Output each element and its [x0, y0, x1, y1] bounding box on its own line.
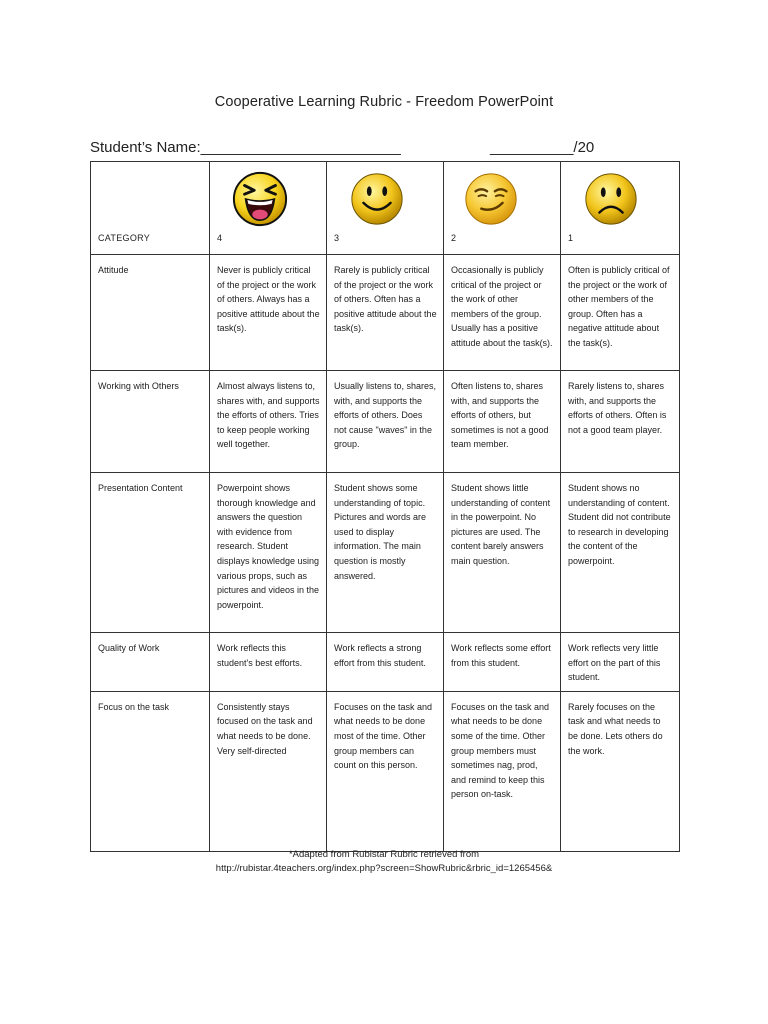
rubric-text: Almost always listens to, shares with, and supports the efforts of others. Tries to keep people working well together.	[217, 381, 320, 450]
rubric-text: Often is publicly critical of the project or the work of other members of the group. Often has a negative attitude about the task(s).	[568, 265, 670, 348]
rubric-text: Usually listens to, shares, with, and supports the efforts of others. Does not cause "waves" in the group.	[334, 381, 437, 450]
rubric-text: Rarely listens to, shares with, and supports the efforts of others. Often is not a good team player.	[568, 381, 667, 435]
header-level-2-cell	[444, 162, 561, 255]
header-level-4-cell	[210, 162, 327, 255]
rubric-cell	[561, 255, 680, 371]
smirking-face-icon	[462, 170, 520, 228]
category-cell	[91, 691, 210, 851]
rubric-cell	[561, 691, 680, 851]
rubric-cell	[210, 371, 327, 473]
rubric-text: Work reflects a strong effort from this student.	[334, 643, 426, 668]
document-title: Cooperative Learning Rubric - Freedom PowerPoint	[214, 94, 554, 110]
category-label: Working with Others	[98, 381, 179, 391]
table-row	[91, 255, 680, 371]
rubric-cell	[561, 371, 680, 473]
header-category-cell	[91, 162, 210, 255]
level-2-label: 2	[451, 233, 457, 244]
category-cell	[91, 633, 210, 692]
rubric-cell	[327, 371, 444, 473]
rubric-cell	[210, 691, 327, 851]
footnote-url: http://rubistar.4teachers.org/index.php?screen=ShowRubric&rbric_id=1265456&	[215, 863, 553, 874]
table-row	[91, 371, 680, 473]
header-level-1-cell	[561, 162, 680, 255]
rubric-cell	[444, 371, 561, 473]
category-cell	[91, 255, 210, 371]
category-label: Quality of Work	[98, 643, 160, 653]
laughing-face-icon	[231, 170, 289, 228]
rubric-text: Never is publicly critical of the project or the work of others. Always has a positive attitude about the task(s).	[217, 265, 320, 334]
rubric-text: Focuses on the task and what needs to be done some of the time. Other group members must sometimes nag, prod, and remind to keep this person on-task.	[451, 701, 550, 800]
rubric-cell	[327, 255, 444, 371]
rubric-cell	[444, 691, 561, 851]
rubric-text: Rarely is publicly critical of the project or the work of others. Often has a positive attitude about the task(s).	[334, 265, 437, 334]
rubric-text: Work reflects some effort from this student.	[451, 643, 551, 668]
rubric-text: Work reflects very little effort on the part of this student.	[568, 643, 661, 683]
rubric-cell	[327, 473, 444, 633]
rubric-text: Student shows some understanding of topic. Pictures and words are used to display information. The main question is mostly answered.	[334, 483, 427, 581]
table-row	[91, 473, 680, 633]
category-label: Presentation Content	[98, 483, 183, 493]
rubric-cell	[210, 633, 327, 692]
rubric-cell	[561, 473, 680, 633]
smiling-face-icon	[348, 170, 406, 228]
rubric-cell	[327, 691, 444, 851]
rubric-text: Focuses on the task and what needs to be done most of the time. Other group members can count on this person.	[334, 701, 433, 771]
header-level-3-cell	[327, 162, 444, 255]
category-label: Attitude	[98, 265, 129, 275]
rubric-cell	[327, 633, 444, 692]
rubric-text: Occasionally is publicly critical of the project or the work of other members of the group. Usually has a positive attitude about the task(s).	[451, 265, 553, 348]
rubric-text: Powerpoint shows thorough knowledge and answers the question with evidence from research. Student displays knowledge using various props, such as pictures and videos in the powerpoint.	[217, 483, 320, 610]
rubric-table	[90, 161, 680, 852]
header-row	[91, 162, 680, 255]
level-1-label: 1	[568, 233, 574, 244]
rubric-text: Student shows little understanding of content in the powerpoint. No pictures are used. The content barely answers main question.	[451, 483, 551, 566]
rubric-cell	[444, 633, 561, 692]
rubric-text: Rarely focuses on the task and what needs to be done. Lets others do the work.	[568, 701, 663, 756]
student-name-field: Student’s Name:________________________	[90, 139, 401, 156]
table-row	[91, 691, 680, 851]
rubric-cell	[210, 255, 327, 371]
rubric-cell	[444, 255, 561, 371]
rubric-text: Student shows no understanding of content. Student did not contribute to research in developing the content of the powerpoint.	[568, 483, 671, 566]
frowning-face-icon	[582, 170, 640, 228]
score-field: __________/20	[490, 139, 595, 156]
level-4-label: 4	[217, 233, 223, 244]
rubric-cell	[210, 473, 327, 633]
level-3-label: 3	[334, 233, 340, 244]
rubric-cell	[444, 473, 561, 633]
category-cell	[91, 473, 210, 633]
footnote-source-line: *Adapted from Rubistar Rubric retrieved from	[288, 849, 480, 860]
category-header: CATEGORY	[98, 233, 151, 244]
table-row	[91, 633, 680, 692]
category-cell	[91, 371, 210, 473]
rubric-text: Often listens to, shares with, and supports the efforts of others, but sometimes is not a good team member.	[451, 381, 549, 450]
category-label: Focus on the task	[98, 701, 170, 712]
rubric-text: Consistently stays focused on the task and what needs to be done. Very self-directed	[217, 701, 313, 756]
rubric-text: Work reflects this student's best efforts.	[217, 643, 303, 668]
rubric-cell	[561, 633, 680, 692]
